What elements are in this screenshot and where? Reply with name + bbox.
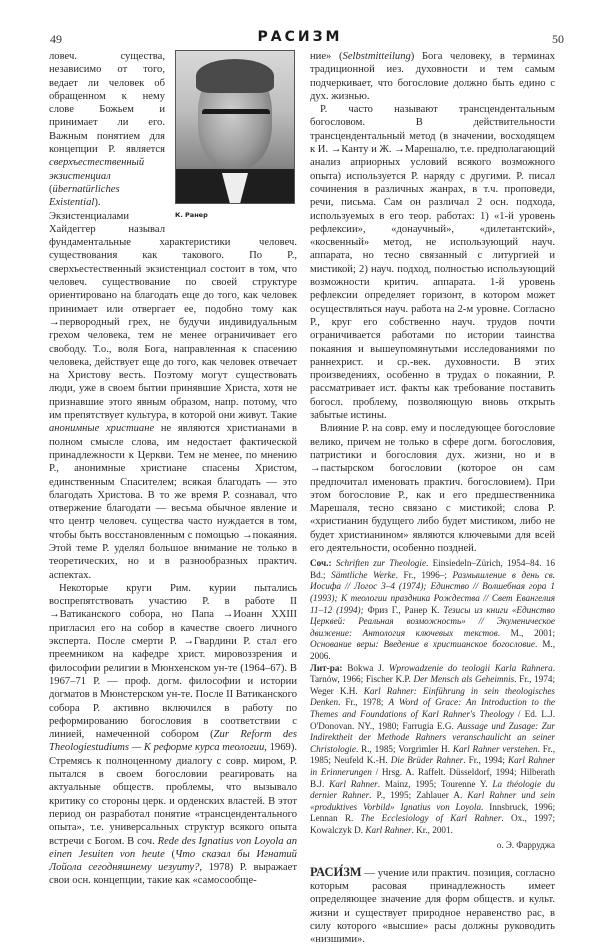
page-number-left: 49 xyxy=(50,32,62,46)
article-author: о. Э. Фарруджа xyxy=(496,839,555,850)
literature-list: Лит-ра: Bokwa J. Wprowadzenie do teologii Karla Rahnera. Tarnów, 1966; Fischer K.P. Der Mensch als Geheimnis. Fr., 1974; Weger K.H. Karl Rahner: Einführung in sein theologisches Denken. Fr., 1978; A Word of Grace: An Introduction to the Themes and Foundations of Karl Rahner's Theology / Ed. L.J. O'Donovan. NY., 1980; Farrugia E.G. Aussage und Zusage: Zur Indirektheit der Methode Rahners veranschaulicht an seiner Christologie. R., 1985; Vorgrimler H. Karl Rahner verstehen. Fr., 1985; Neufeld K.-H. Die Brüder Rahner. Fr., 1994; Karl Rahner in Erinnerungen / Hrsg. A. Raffelt. Düsseldorf, 1994; Hilberath B.J. Karl Rahner. Mainz, 1995; Tourenne Y. La théologie du dernier Rahner. P., 1995; Zahlauer A. Karl Rahner und sein «produktives Vorbild» Ignatius von Loyola. Innsbruck, 1996; Lennan R. The Ecclesiology of Karl Rahner. Ox., 1997; Kowalczyk D. Karl Rahner. Kr., 2001. xyxy=(310,662,556,835)
portrait-photo xyxy=(175,50,295,204)
page-number-right: 50 xyxy=(552,32,564,46)
entry-headword: РАСИ́ЗМ xyxy=(310,864,362,879)
paragraph: Некоторые круги Рим. курии пытались воспрепятствовать участию Р. в работе II →Ватиканского собора, но Папа →Иоанн XXIII пригласил его на собор в качестве своего личного эксперта. После смерти Р. →Гвардини Р. стал его преемником на кафедре христ. мировоззрения и философии религии в Мюнхенском ун-те (1964–67). В 1967–71 Р. — проф. догм. философии и истории догматов в Мюнстерском ун-те. После II Ватиканского собора Р. активно включился в работу по реформированию богословия в соответствии с линией, намеченной собором (Zur Reform des Theologiestudiums — К реформе курса теологии, 1969). Стремясь к полноценному диалогу с совр. миром, Р. пытался в своем богословии реагировать на актуальные обществ. проблемы, что вызывало критику со стороны церк. и орденских властей. В этот период он разработал понятие «трансцендентального опыта», т.е. универсальных структур всякого опыта встречи с Богом. В соч. Rede des Ignatius von Loyola an einen Jesuiten von heute (Что сказал бы Игнатий Лойола сегодняшнему иезуиту?, 1978) Р. выражает свои осн. концепции, такие как «самосообще- xyxy=(49,582,298,887)
works-list: Соч.: Schriften zur Theologie. Einsiedeln–Zürich, 1954–84. 16 Bd.; Sämtliche Werke. Fr., 1996–; Размышление в день св. Иосифа // Логос 3–4 (1974); Единство // Волшебная гора 1 (1993); К теологии праздника Рождества // Свет Евангелия 11–12 (1994); Фриз Г., Ранер К. Тезисы из книги «Единство Церквей: Реальная возможность» // Экуменическое движение: Антология ключевых текстов. М., 2001; Основание веры: Введение в христианское богословие. М., 2006. xyxy=(310,558,556,662)
paragraph: Р. часто называют трансцендентальным богословом. В действительности трансцендентальный метод (в значении, восходящем к И. →Канту и Ж. →Марешалю, т.е. предполагающий анализ априорных условий всякого возможного опыта) используется Р. наряду с другими. Р. писал сочинения в различных жанрах, в т.ч. проповеди, речи, письма. Сам он различал 2 осн. подхода, используемых в его теор. работах: 1) «1-й уровень рефлексии», «донаучный», «дилетантский», «косвенный» метод, не использующий науч. аппарата, но тесно связанный с литургией и мистикой; 2) науч. подход, полностью использующий возможности критич. аппарата. 1-й уровень рефлексии определяет горизонт, в котором может осуществляться науч. работа на 2-м уровне. Согласно Р., круг его собственно науч. трудов почти ограничивается работами по истории таинства покаяния и вышеупомянутыми исследованиями по раннехрист. и ср.-век. духовности. В этих произведениях, особенно в трудах о покаянии, Р. рассматривает ист. факты как требование поставить богосл. проблему, позволяющую вновь открыть забытые истины. xyxy=(310,104,556,422)
running-head: РАСИЗМ xyxy=(257,29,343,45)
portrait-figure xyxy=(175,50,297,222)
paragraph: ловеч. существа, независимо от того, ведает ли человек об обращенном к нему слове Божьем и принимает ли его. Важным понятием для концепции Р. является сверхъестественный экзистенциал (übernatürliches Existential). Экзистенциалами Хайдеггер называл фундаментальные характеристики человеч. существования как такового. По Р., сверхъестественный экзистенциал состоит в том, что человеч. существование по своей структуре ориентировано на благодать еще до того, как человек принимает или отвергает ее, подобно тому как →первородный грех, не будучи индивидуальным грехом человека, тем не менее ограничивает его свободу. Т.о., воля Бога, направленная к спасению человека, действует еще до того, как человек отвечает на Христову весть. Поэтому могут существовать люди, уже в своем бытии принявшие Христа, хотя не признавшие этого явным образом, напр. потому, что им препятствует культура, в которой они живут. Такие анонимные христиане не являются христианами в полном смысле слова, им недостает фактической принадлежности к Церкви. Тем не менее, по мнению Р., анонимные христиане спасены Христом, единственным Спасителем; всякая благодать — это благодать Христова. В то же время Р. сознавал, что отвержение благодати — весьма обычное явление и что центр человеч. существа часто нуждается в том, чтобы быть восстановленным с помощью →покаяния. Этой теме Р. уделял большое внимание не только в теоретических, но и в разнообразных практич. аспектах. xyxy=(49,51,297,581)
portrait-caption: К. Ранер xyxy=(175,211,208,219)
left-column xyxy=(49,50,297,888)
paragraph: ние» (Selbstmitteilung) Бога человеку, в терминах традиционной иез. духовности и тем самым подчеркивает, что богословие должно быть едино с дух. жизнью. xyxy=(310,51,556,102)
paragraph: Влияние Р. на совр. ему и последующее богословие велико, причем не только в сфере догм. богословия, патристики и богословия дух. жизни, но и в →пастырском богословии (которое он сам предпочитал именовать практич. богословием). При этом богословие Р., как и его предшественника Марешаля, тесно связано с мистикой; слова Р. «христианин будущего либо будет мистиком, либо не будет христианином» являются ключевыми для всей его деятельности, особенно поздней. xyxy=(310,423,555,554)
next-entry: РАСИ́ЗМ — учение или практич. позиция, согласно которым расовая принадлежность имеет определяющее значение для форм обществ. и культ. жизни и существует природное неравенство рас, в силу которого «высшие» расы должны руководить «низшими». xyxy=(310,864,555,946)
right-column xyxy=(310,50,555,947)
